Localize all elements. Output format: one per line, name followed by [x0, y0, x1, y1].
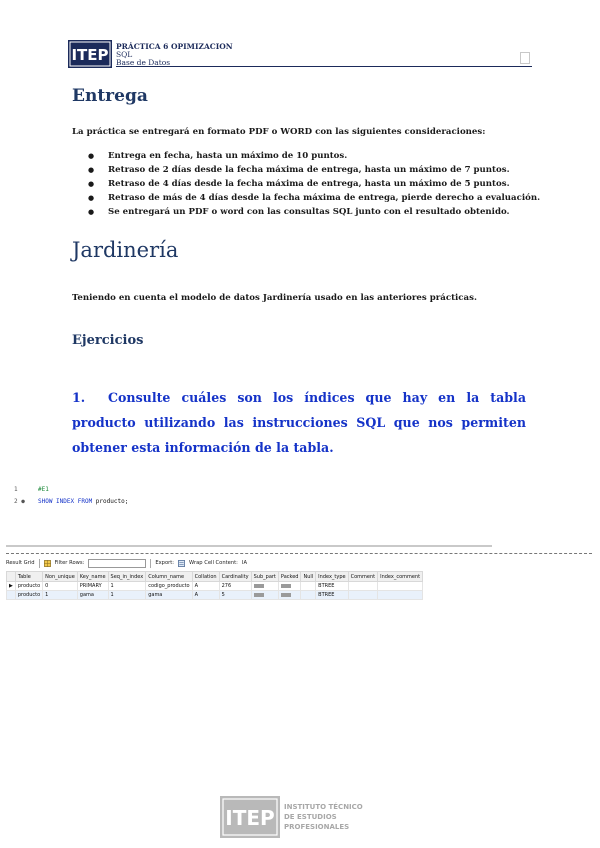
column-header[interactable]: Comment [348, 572, 378, 582]
grid-cell[interactable]: A [192, 582, 219, 591]
code-line [14, 496, 128, 508]
column-header[interactable]: Key_name [77, 572, 108, 582]
logo-text: ITEP [71, 46, 109, 64]
list-item: ● Retraso de 4 días desde la fecha máxima de entrega, hasta un máximo de 5 puntos. [88, 177, 540, 191]
grid-header-row [7, 572, 423, 582]
null-cell[interactable] [251, 582, 278, 591]
entrega-intro: La práctica se entregará en formato PDF o WORD con las siguientes consideraciones: [72, 127, 486, 137]
result-grid-toolbar [6, 557, 247, 569]
grid-cell[interactable]: 1 [108, 591, 146, 600]
grid-cell[interactable]: BTREE [316, 591, 348, 600]
row-pointer-cell [7, 591, 16, 600]
horizontal-scrollbar[interactable] [6, 545, 492, 547]
grid-cell[interactable]: gama [77, 591, 108, 600]
list-item: ● Se entregará un PDF o word con las consultas SQL junto con el resultado obtenido. [88, 205, 540, 219]
column-header[interactable]: Index_type [316, 572, 348, 582]
grid-cell[interactable]: producto [15, 591, 42, 600]
header-course: Base de Datos [116, 58, 171, 67]
table-row[interactable] [7, 591, 423, 600]
grid-cell[interactable]: 5 [219, 591, 251, 600]
header-title: PRÁCTICA 6 OPIMIZACION [116, 42, 233, 51]
code-text: producto; [92, 498, 129, 505]
result-grid [6, 571, 423, 600]
header-subtitle: SQL [116, 50, 133, 59]
grid-cell[interactable]: A [192, 591, 219, 600]
sql-editor [14, 484, 128, 508]
footer-line: DE ESTUDIOS [284, 813, 337, 821]
itep-footer-logo [220, 796, 280, 838]
filter-rows-label: Filter Rows: [54, 560, 85, 566]
column-header[interactable]: Table [15, 572, 42, 582]
itep-logo [68, 40, 112, 68]
column-header[interactable]: Index_comment [378, 572, 423, 582]
grid-cell[interactable] [378, 582, 423, 591]
entrega-list [88, 149, 540, 219]
column-header[interactable]: Column_name [146, 572, 192, 582]
page-footer [220, 796, 370, 840]
null-badge-icon [254, 584, 264, 588]
header-text [116, 43, 233, 67]
row-marker-header [7, 572, 16, 582]
header-corner-mark [520, 52, 530, 64]
question-number: 1. [72, 390, 86, 405]
column-header[interactable]: Non_unique [43, 572, 78, 582]
entrega-heading: Entrega [72, 86, 148, 106]
header-rule [116, 66, 532, 67]
wrap-cell-label: Wrap Cell Content: [189, 560, 238, 566]
code-keyword: SHOW INDEX FROM [38, 498, 93, 505]
column-header[interactable]: Null [301, 572, 316, 582]
null-badge-icon [254, 593, 264, 597]
null-badge-icon [281, 584, 291, 588]
result-grid-tab[interactable]: Result Grid [6, 560, 35, 566]
grid-cell[interactable]: PRIMARY [77, 582, 108, 591]
footer-line: PROFESIONALES [284, 823, 350, 831]
grid-cell[interactable]: gama [146, 591, 192, 600]
toolbar-separator [39, 559, 40, 568]
grid-icon[interactable] [44, 560, 51, 567]
column-header[interactable]: Collation [192, 572, 219, 582]
grid-cell[interactable] [378, 591, 423, 600]
list-item: ● Retraso de más de 4 días desde la fecha máxima de entrega, pierde derecho a evaluación. [88, 191, 540, 205]
panel-divider [6, 553, 592, 554]
line-number: 1 [14, 486, 18, 493]
null-cell[interactable] [278, 582, 301, 591]
grid-cell[interactable]: codigo_producto [146, 582, 192, 591]
jardineria-heading: Jardinería [72, 238, 179, 262]
footer-institute-name [284, 802, 363, 832]
grid-cell[interactable] [348, 591, 378, 600]
line-number: 2 ● [14, 498, 25, 505]
grid-cell[interactable] [301, 582, 316, 591]
grid-cell[interactable]: producto [15, 582, 42, 591]
footer-line: INSTITUTO TÉCNICO [284, 803, 363, 811]
wrap-cell-toggle[interactable]: IA [241, 560, 248, 566]
question-1 [72, 385, 526, 460]
question-text: Consulte cuáles son los índices que hay en la tabla producto utilizando las instrucciones SQL que nos permiten obtener esta información de la tabla. [72, 390, 526, 455]
code-comment: #E1 [38, 486, 49, 493]
grid-cell[interactable]: BTREE [316, 582, 348, 591]
null-cell[interactable] [278, 591, 301, 600]
grid-cell[interactable]: 0 [43, 582, 78, 591]
jardineria-intro: Teniendo en cuenta el modelo de datos Jardinería usado en las anteriores prácticas. [72, 293, 477, 303]
table-row[interactable] [7, 582, 423, 591]
column-header[interactable]: Seq_in_index [108, 572, 146, 582]
null-badge-icon [281, 593, 291, 597]
list-item: ● Retraso de 2 días desde la fecha máxima de entrega, hasta un máximo de 7 puntos. [88, 163, 540, 177]
toolbar-separator [150, 559, 151, 568]
code-line [14, 484, 128, 496]
null-cell[interactable] [251, 591, 278, 600]
export-icon[interactable] [178, 560, 185, 567]
grid-cell[interactable] [348, 582, 378, 591]
export-label: Export: [155, 560, 175, 566]
grid-cell[interactable] [301, 591, 316, 600]
filter-rows-input[interactable] [88, 559, 146, 568]
footer-logo-text: ITEP [225, 806, 275, 830]
grid-cell[interactable]: 1 [108, 582, 146, 591]
column-header[interactable]: Packed [278, 572, 301, 582]
page-header [68, 38, 532, 68]
grid-cell[interactable]: 1 [43, 591, 78, 600]
ejercicios-heading: Ejercicios [72, 333, 144, 348]
list-item: ● Entrega en fecha, hasta un máximo de 10 puntos. [88, 149, 540, 163]
row-pointer-icon: ▶ [7, 582, 16, 591]
grid-cell[interactable]: 276 [219, 582, 251, 591]
column-header[interactable]: Cardinality [219, 572, 251, 582]
column-header[interactable]: Sub_part [251, 572, 278, 582]
